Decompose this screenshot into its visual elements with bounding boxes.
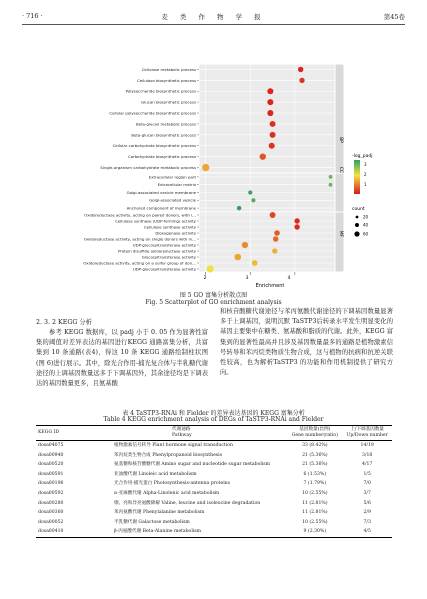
data-point bbox=[242, 242, 248, 248]
size-legend-title: count bbox=[352, 207, 365, 212]
right-column-text: 和核苷酸糖代谢途径与苯丙氨酸代谢途径的下调基因数量显著多于上调基因，说明沉默 TaSTP3后转录水平发生明显变化的基因主要集中在糖类、氨基酸和脂质的代谢。此外，KEGG 富集到的显著性最高并且涉及基因数量最多的通路是植物激素信号转导和苯丙烷类物质生物合成，这与植物的抗病和抗逆关联性较高，也为解析TaSTP3 的功能和作用机制提供了研究方向。 bbox=[220, 308, 393, 377]
kegg-id: dosa00592 bbox=[38, 490, 64, 496]
size-legend-dot-40 bbox=[355, 223, 359, 227]
gene-number: 11 (2.81%) bbox=[302, 500, 328, 506]
term-label: Glucan biosynthetic process bbox=[141, 99, 196, 105]
panel-strip bbox=[335, 64, 344, 173]
term-label: Extracellular region part bbox=[148, 174, 196, 180]
data-point bbox=[251, 198, 255, 202]
header-ud-cn: 上/下调基因数量 bbox=[350, 427, 385, 432]
running-header bbox=[0, 0, 427, 26]
gene-number: 10 (2.55%) bbox=[302, 490, 328, 496]
header-pathway-en: Pathway bbox=[172, 433, 192, 438]
kegg-id: dosa00520 bbox=[38, 462, 64, 468]
data-point bbox=[207, 265, 214, 272]
data-point bbox=[298, 67, 303, 72]
data-point bbox=[270, 212, 276, 218]
table-row bbox=[36, 527, 392, 537]
term-label: Golgi-associated vesicle membrane bbox=[126, 189, 196, 195]
up-down-number: 7/0 bbox=[363, 481, 371, 487]
kegg-id: dosa00410 bbox=[36, 527, 112, 537]
section-heading: 2. 3. 2 KEGG 分析 bbox=[36, 319, 92, 326]
table-row bbox=[36, 441, 392, 451]
header-ud-en: Up/Down number bbox=[346, 433, 388, 438]
data-point bbox=[270, 121, 276, 127]
data-point bbox=[269, 143, 275, 149]
pathway-name: 亚油酸代谢 Linoleic acid metabolism bbox=[114, 471, 197, 477]
kegg-id: dosa00052 bbox=[38, 519, 64, 525]
pathway-name: 苯丙烷类生物合成 Phenylpropanoid biosynthesis bbox=[114, 452, 222, 458]
gene-number: 9 (2.30%) bbox=[287, 527, 342, 537]
table-row bbox=[36, 518, 392, 528]
table-caption-cn: 表 4 TaSTP3-RNAi 和 Fielder 的差异表达基因的 KEGG 富集分析 bbox=[122, 410, 305, 417]
term-label: Protein disulfide oxidoreductase activity bbox=[118, 248, 196, 254]
term-label: Golgi-associated vesicle bbox=[149, 197, 196, 203]
up-down-number: 14/19 bbox=[360, 443, 374, 448]
panel-strip-cc: CC bbox=[338, 166, 343, 174]
color-legend-title: -log_padj bbox=[352, 154, 373, 159]
kegg-id: dosa00591 bbox=[38, 471, 64, 477]
panel-strip-bp: BP bbox=[338, 137, 343, 143]
gene-number: 10 (2.55%) bbox=[302, 519, 328, 525]
data-point bbox=[235, 254, 242, 261]
figure-caption-en: Fig. 5 Scatterplot of GO enrichment analysis bbox=[145, 299, 282, 306]
table-caption-en: Table 4 KEGG enrichment analysis of DEGs of TaSTP3-RNAi and Fielder bbox=[103, 416, 324, 423]
x-tick-3: 3 bbox=[245, 276, 249, 281]
term-label: Oxidoreductase activity, acting on paired donors, with i… bbox=[84, 212, 196, 218]
header-pathway bbox=[112, 426, 287, 441]
pathway-name: 植物激素信号转导 Plant hormone signal transduction bbox=[114, 443, 233, 448]
term-label: Polysaccharide biosynthetic process bbox=[125, 88, 196, 94]
plot-panels bbox=[197, 64, 344, 275]
data-point bbox=[273, 236, 279, 242]
gene-number: 21 (5.36%) bbox=[302, 452, 328, 458]
up-down-number: 4/5 bbox=[342, 527, 392, 537]
data-point bbox=[274, 230, 280, 236]
table-row bbox=[36, 508, 392, 518]
x-tick-4: 4 bbox=[287, 276, 291, 281]
header-pathway-cn: 代谢通路 bbox=[172, 427, 191, 432]
color-legend-tick-2: 2 bbox=[364, 172, 367, 177]
up-down-number: 1/5 bbox=[363, 471, 371, 477]
data-point bbox=[272, 248, 277, 253]
up-down-number: 2/9 bbox=[363, 510, 371, 516]
data-point bbox=[237, 206, 241, 210]
table-row bbox=[36, 460, 392, 470]
panel-strip bbox=[335, 173, 344, 212]
header-gene-cn: 基因数量(比例) bbox=[299, 427, 331, 432]
data-point bbox=[329, 183, 333, 187]
size-legend-dot-20 bbox=[356, 216, 359, 219]
data-point bbox=[267, 99, 273, 105]
term-label: Carbohydrate biosynthetic process bbox=[128, 154, 196, 160]
data-point bbox=[267, 88, 273, 94]
gene-number: 21 (5.36%) bbox=[302, 462, 328, 468]
term-label: Cellulose biosynthetic process bbox=[137, 77, 196, 83]
volume-number: 第45卷 bbox=[383, 13, 405, 21]
header-gene-en: Gene number(ratio) bbox=[291, 433, 338, 438]
data-point bbox=[252, 260, 258, 266]
table-row bbox=[36, 451, 392, 461]
term-label: Cellulose synthase (UDP-forming) activity bbox=[115, 218, 196, 224]
term-label: Cellular polysaccharide biosynthetic process bbox=[109, 110, 196, 116]
header-rule bbox=[22, 24, 405, 25]
term-label: Single-organism carbohydrate metabolic process bbox=[100, 164, 196, 170]
header-gene-number bbox=[287, 426, 342, 441]
header-kegg-id: KEGG ID bbox=[36, 426, 112, 441]
up-down-number: 3/18 bbox=[362, 452, 373, 458]
pathway-name: 半乳糖代谢 Galactose metabolism bbox=[114, 519, 190, 525]
up-down-number: 4/17 bbox=[362, 462, 373, 468]
kegg-table bbox=[36, 425, 392, 538]
size-legend-dot-60 bbox=[354, 231, 359, 236]
term-label: UDP-glucosyltransferase activity bbox=[132, 242, 196, 248]
pathway-name: 氨基糖和核苷酸糖代谢 Amino sugar and nucleotide sugar metabolism bbox=[114, 462, 271, 468]
left-column-text: 参考 KEGG 数据库，以 padj 小于 0. 05 作为显著性富集的阈值对差异表达的基因进行KEGG 通路富集分析，共富集到 10 条通路(表4)，得这 10 条 KEGG 通路绘制柱状图(图 6)进行展示。其中，除光合作用-捕光复合体与半乳糖代谢途径的上调基因数量远多于下调基因外，其余途径均是下调表达的基因数量更多，且氨基酸 bbox=[36, 329, 208, 388]
page-number: · 716 · bbox=[22, 12, 43, 20]
kegg-id: dosa00196 bbox=[38, 481, 64, 487]
term-label: Anchored component of membrane bbox=[126, 205, 196, 211]
kegg-id: dosa04075 bbox=[38, 443, 64, 448]
kegg-id: dosa00940 bbox=[38, 452, 64, 458]
data-point bbox=[294, 218, 299, 223]
x-axis-label: Enrichment bbox=[255, 283, 285, 289]
gene-number: 33 (8.42%) bbox=[302, 443, 328, 448]
pathway-name: 缬、亮和异亮氨酸降解 Valine, leucine and isoleucine degradation bbox=[114, 500, 261, 506]
data-point bbox=[299, 78, 304, 83]
figure-caption-cn: 图 5 GO 富集分析散点图 bbox=[179, 292, 248, 299]
pathway-name: 光合作用-捕光蛋白 Photosynthesis-antenna proteins bbox=[114, 481, 230, 487]
color-legend-tick-3: 3 bbox=[364, 162, 367, 167]
data-point bbox=[248, 190, 252, 194]
data-point bbox=[267, 110, 273, 116]
term-label: Beta-glucan biosynthetic process bbox=[131, 132, 196, 138]
table-header-row bbox=[36, 426, 392, 441]
term-label: Dioxygenase activity bbox=[155, 230, 196, 236]
size-legend-label-60: 60 bbox=[363, 231, 369, 237]
size-legend-label-40: 40 bbox=[363, 222, 369, 228]
pathway-name: β-丙氨酸代谢 Beta-Alanine metabolism bbox=[112, 527, 287, 537]
up-down-number: 3/7 bbox=[363, 490, 371, 496]
term-label: Glucosyltransferase activity bbox=[141, 254, 196, 260]
table-row bbox=[36, 489, 392, 499]
panel-strip bbox=[335, 212, 344, 272]
up-down-number: 7/3 bbox=[363, 519, 371, 525]
term-label: Oxidoreductase activity, acting on a sulfur group of don… bbox=[83, 260, 196, 266]
data-point bbox=[294, 224, 299, 229]
data-point bbox=[329, 175, 333, 179]
x-tick-2: 2 bbox=[203, 276, 207, 281]
gene-number: 6 (1.53%) bbox=[303, 471, 327, 477]
term-label: Oxidoreductase activity, acting on single donors with in… bbox=[83, 236, 196, 242]
go-enrichment-scatterplot bbox=[0, 26, 427, 296]
journal-title: 麦 类 作 物 学 报 bbox=[161, 13, 266, 21]
color-legend-bar bbox=[354, 160, 360, 194]
kegg-id: dosa00280 bbox=[38, 500, 64, 506]
table-row bbox=[36, 470, 392, 480]
gene-number: 7 (1.79%) bbox=[303, 481, 327, 487]
size-legend-label-20: 20 bbox=[363, 214, 369, 220]
gene-number: 11 (2.81%) bbox=[302, 510, 328, 516]
up-down-number: 5/6 bbox=[363, 500, 371, 506]
data-point bbox=[202, 164, 209, 171]
term-label: Beta-glucan metabolic process bbox=[135, 121, 196, 127]
table-row bbox=[36, 479, 392, 489]
term-label: UDP-glycosyltransferase activity bbox=[132, 266, 196, 272]
kegg-id: dosa00360 bbox=[38, 510, 64, 516]
pathway-name: α-亚麻酸代谢 Alpha-Linolenic acid metabolism bbox=[114, 490, 220, 496]
term-label: Cellulose synthase activity bbox=[143, 224, 196, 230]
panel-strip-mf: MF bbox=[338, 230, 343, 238]
pathway-name: 苯丙氨酸代谢 Phenylalanine metabolism bbox=[114, 510, 205, 516]
data-point bbox=[260, 153, 266, 159]
term-label: Extracellular matrix bbox=[157, 182, 196, 188]
term-label: Cellular carbohydrate biosynthetic process bbox=[112, 143, 196, 149]
table-row bbox=[36, 499, 392, 509]
term-labels bbox=[83, 67, 196, 272]
color-legend-tick-1: 1 bbox=[364, 182, 367, 187]
data-point bbox=[270, 132, 276, 138]
term-label: Cellulose metabolic process bbox=[141, 66, 196, 72]
header-up-down bbox=[342, 426, 392, 441]
